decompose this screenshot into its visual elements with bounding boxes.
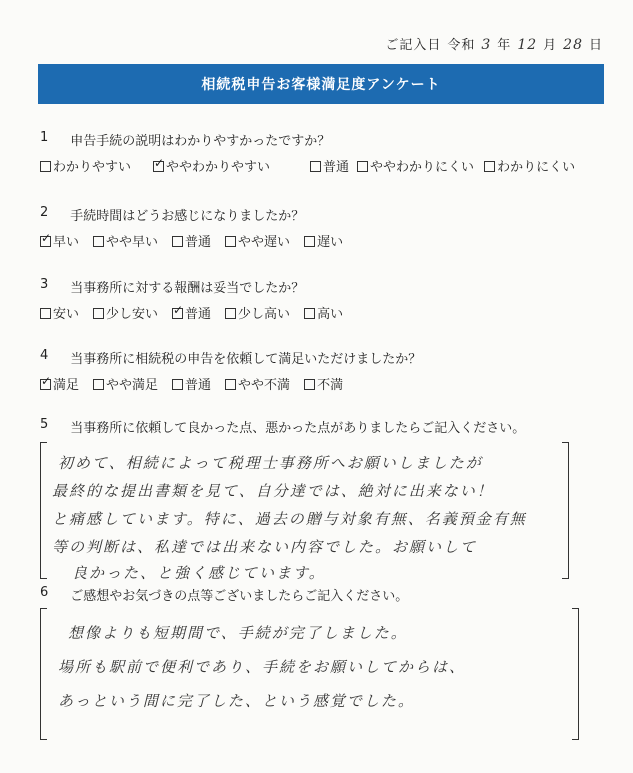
question-number: 6 (40, 585, 49, 600)
option-label: 普通 (323, 160, 350, 175)
option-checkbox[interactable] (93, 374, 158, 393)
question-text: 申告手続の説明はわかりやすかったですか？ (70, 134, 331, 149)
option-label: 高い (317, 307, 344, 322)
answer-6-line: 想像よりも短期間で、手続が完了しました。 (68, 624, 408, 642)
option-checkbox[interactable] (225, 303, 290, 322)
option-label: わかりにくい (497, 160, 576, 175)
option-label: 不満 (317, 378, 344, 393)
option-checkbox[interactable] (310, 156, 349, 175)
option-checkbox[interactable] (304, 303, 343, 322)
question-text: 手続時間はどうお感じになりましたか？ (70, 209, 305, 224)
question-4 (40, 348, 600, 393)
question-1 (40, 130, 600, 175)
survey-title-banner (38, 64, 604, 104)
answer-5-bracket-right (562, 442, 569, 579)
question-text: ご感想やお気づきの点等ございましたらご記入ください。 (70, 589, 409, 604)
option-label: 少し高い (238, 307, 291, 322)
empty-box-icon[interactable] (40, 308, 51, 319)
option-checkbox[interactable] (357, 156, 474, 175)
option-checkbox[interactable] (172, 374, 211, 393)
option-checkbox[interactable] (40, 374, 79, 393)
option-label: ややわかりにくい (370, 160, 475, 175)
question-5 (40, 417, 600, 436)
question-number: 5 (40, 417, 49, 432)
answer-5-line: 初めて、相続によって税理士事務所へお願いしましたが (58, 454, 483, 472)
question-2 (40, 205, 600, 250)
question-text: 当事務所に相続税の申告を依頼して満足いただけましたか？ (70, 352, 422, 367)
date-label: ご記入日 (385, 38, 442, 53)
answer-5-bracket-left (40, 442, 47, 579)
question-number: 2 (40, 205, 49, 220)
answer-6-bracket-left (40, 608, 47, 740)
date-year-unit: 年 (497, 38, 512, 53)
empty-box-icon[interactable] (93, 308, 104, 319)
question-options (40, 374, 600, 393)
option-label: やや満足 (106, 378, 159, 393)
checked-box-icon[interactable] (40, 379, 51, 390)
empty-box-icon[interactable] (172, 236, 183, 247)
empty-box-icon[interactable] (304, 308, 315, 319)
question-3 (40, 277, 600, 322)
empty-box-icon[interactable] (225, 308, 236, 319)
option-label: やや不満 (238, 378, 291, 393)
empty-box-icon[interactable] (225, 236, 236, 247)
checked-box-icon[interactable] (153, 161, 164, 172)
option-label: 普通 (185, 307, 212, 322)
option-checkbox[interactable] (40, 231, 79, 250)
question-6 (40, 585, 600, 604)
date-month: 12 (517, 37, 538, 53)
checked-box-icon[interactable] (40, 236, 51, 247)
option-label: 少し安い (106, 307, 159, 322)
option-label: 遅い (317, 235, 344, 250)
option-checkbox[interactable] (304, 231, 343, 250)
option-checkbox[interactable] (484, 156, 575, 175)
option-checkbox[interactable] (172, 231, 211, 250)
option-label: やや早い (106, 235, 159, 250)
date-day: 28 (563, 37, 583, 53)
option-label: 安い (53, 307, 80, 322)
empty-box-icon[interactable] (93, 379, 104, 390)
question-options (40, 303, 600, 322)
empty-box-icon[interactable] (310, 161, 321, 172)
option-checkbox[interactable] (225, 231, 290, 250)
option-label: わかりやすい (53, 160, 132, 175)
checked-box-icon[interactable] (172, 308, 183, 319)
date-year: 3 (481, 37, 492, 53)
answer-5-line: と痛感しています。特に、過去の贈与対象有無、名義預金有無 (52, 510, 527, 528)
empty-box-icon[interactable] (93, 236, 104, 247)
answer-6-bracket-right (572, 608, 579, 740)
answer-5-line: 良かった、と強く感じています。 (72, 564, 326, 582)
question-number: 1 (40, 130, 49, 145)
option-checkbox[interactable] (40, 156, 131, 175)
option-label: やや遅い (238, 235, 291, 250)
empty-box-icon[interactable] (357, 161, 368, 172)
question-text: 当事務所に依頼して良かった点、悪かった点がありましたらご記入ください。 (70, 421, 526, 436)
option-label: 普通 (185, 235, 212, 250)
question-text: 当事務所に対する報酬は妥当でしたか？ (70, 281, 305, 296)
fill-date (385, 34, 603, 53)
empty-box-icon[interactable] (304, 236, 315, 247)
option-label: ややわかりやすい (166, 160, 271, 175)
option-checkbox[interactable] (93, 231, 158, 250)
question-options (40, 156, 600, 175)
date-month-unit: 月 (543, 38, 558, 53)
option-label: 普通 (185, 378, 212, 393)
empty-box-icon[interactable] (304, 379, 315, 390)
question-number: 4 (40, 348, 49, 363)
date-era: 令和 (447, 38, 476, 53)
option-checkbox[interactable] (93, 303, 158, 322)
answer-5-line: 最終的な提出書類を見て、自分達では、絶対に出来ない！ (52, 482, 494, 500)
date-day-unit: 日 (588, 38, 603, 53)
answer-6-line: あっという間に完了した、という感覚でした。 (58, 692, 415, 710)
option-checkbox[interactable] (304, 374, 343, 393)
option-label: 満足 (53, 378, 80, 393)
option-checkbox[interactable] (225, 374, 290, 393)
empty-box-icon[interactable] (484, 161, 495, 172)
survey-title: 相続税申告お客様満足度アンケート (201, 77, 441, 93)
answer-5-line: 等の判断は、私達では出来ない内容でした。お願いして (52, 538, 478, 556)
question-number: 3 (40, 277, 49, 292)
empty-box-icon[interactable] (40, 161, 51, 172)
option-label: 早い (53, 235, 80, 250)
option-checkbox[interactable] (40, 303, 79, 322)
question-options (40, 231, 600, 250)
option-checkbox[interactable] (153, 156, 270, 175)
option-checkbox[interactable] (172, 303, 211, 322)
empty-box-icon[interactable] (225, 379, 236, 390)
answer-6-line: 場所も駅前で便利であり、手続をお願いしてからは、 (58, 658, 467, 676)
empty-box-icon[interactable] (172, 379, 183, 390)
